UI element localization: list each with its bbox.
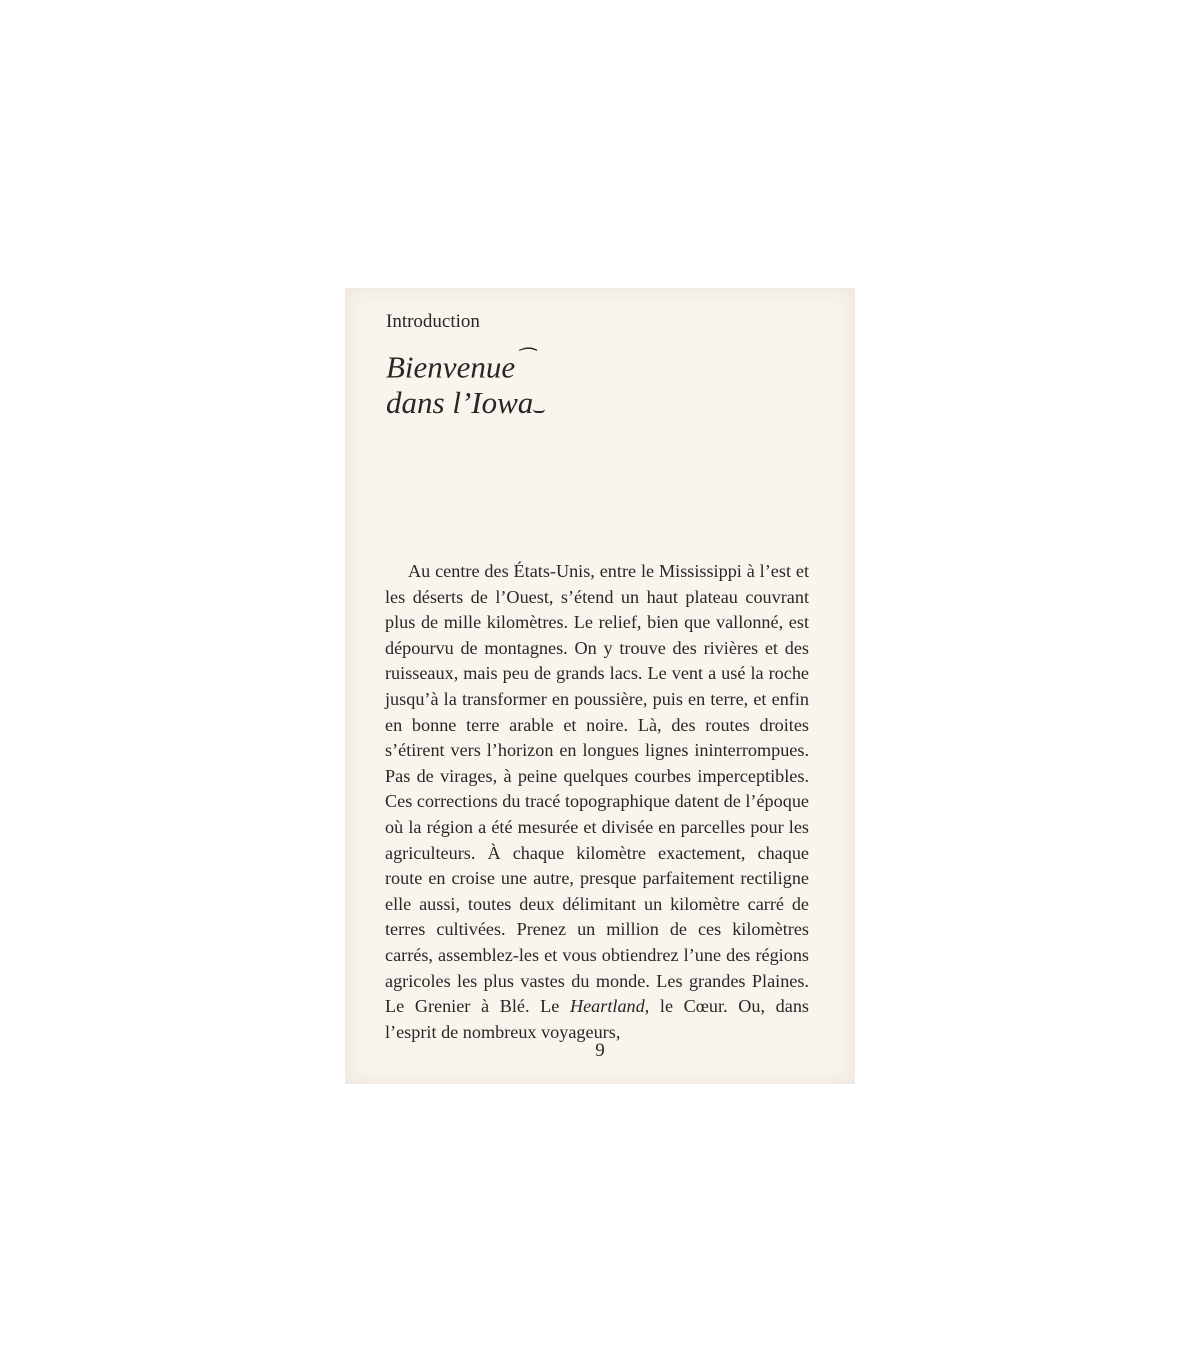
book-page <box>345 288 855 1084</box>
body-paragraph <box>385 559 809 1045</box>
page-number: 9 <box>595 1040 605 1061</box>
section-label: Introduction <box>386 311 480 332</box>
chapter-title <box>386 342 545 421</box>
chapter-title-line-2: dans l’Iowa <box>386 385 545 421</box>
body-text-part-1: Au centre des États-Unis, entre le Mississippi à l’est et les déserts de l’Ouest, s’étend un haut plateau couvrant plus de mille kilomètres. Le relief, bien que vallonné, est dépourvu de montagnes. On y trouve des rivières et des ruisseaux, mais peu de grands lacs. Le vent a usé la roche jusqu’à la transformer en poussière, puis en terre, et enfin en bonne terre arable et noire. Là, des routes droites s’étirent vers l’horizon en longues lignes ininterrompues. Pas de virages, à peine quelques courbes imperceptibles. Ces corrections du tracé topographique datent de l’époque où la région a été mesurée et divisée en parcelles pour les agriculteurs. À chaque kilomètre exactement, chaque route en croise une autre, presque parfaitement rectiligne elle aussi, toutes deux délimitant un kilomètre carré de terres cultivées. Prenez un million de ces kilomètres carrés, assemblez-les et vous obtiendrez l’une des régions agricoles les plus vastes du monde. Les grandes Plaines. Le Grenier à Blé. Le <box>385 561 809 1017</box>
chapter-title-line-1: Bienvenue ⁀ <box>386 342 545 385</box>
body-emphasis: Heartland <box>569 996 645 1017</box>
body-text-part-2: , le Cœur. Ou, dans l’esprit de nombreux voyageurs, <box>385 996 810 1042</box>
